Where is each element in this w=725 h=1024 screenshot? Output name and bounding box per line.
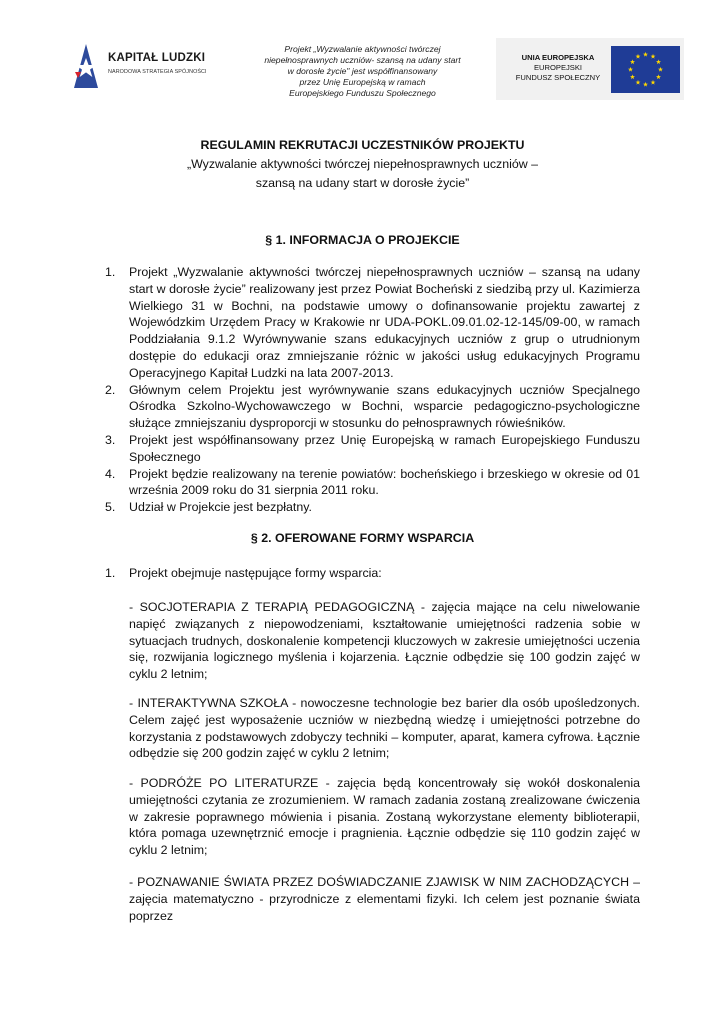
- list-item-number: 5.: [105, 500, 116, 515]
- section1-list: [105, 264, 640, 516]
- list-item: [105, 432, 640, 466]
- list-item-number: 2.: [105, 382, 116, 397]
- section-heading: § 1. INFORMACJA O PROJEKCIE: [265, 233, 460, 247]
- list-item-text: Projekt będzie realizowany na terenie powiatów: bocheńskiego i brzeskiego w okresie od 01 września 2009 roku do 31 sierpnia 2011 roku.: [129, 466, 640, 498]
- project-note-line: Projekt „Wyzwalanie aktywności twórczej: [284, 44, 441, 54]
- project-note: [240, 44, 485, 99]
- list-item-text: Udział w Projekcie jest bezpłatny.: [129, 500, 312, 515]
- support-form-paragraph: - PODRÓŻE PO LITERATURZE - zajęcia będą koncentrowały się wokół doskonalenia umiejętności czytania ze zrozumieniem. W ramach zadania zostaną zrealizowane ćwiczenia w zakresie poprawnego mówienia i pisania. Zostaną wykorzystane elementy biblioterapii, która pomaga uzewnętrznić emocje i pragnienia. Łącznie odbędzie się 110 godzin zajęć w cyklu 2 letnim;: [129, 776, 640, 858]
- list-item: [105, 499, 640, 516]
- project-note-line: w dorosłe życie" jest współfinansowany: [287, 66, 438, 76]
- document-subtitle: „Wyzwalanie aktywności twórczej niepełnosprawnych uczniów –: [186, 157, 539, 171]
- list-item-text: Projekt jest współfinansowany przez Unię Europejską w ramach Europejskiego Funduszu Społecznego: [129, 432, 640, 464]
- list-item-text: Projekt „Wyzwalanie aktywności twórczej niepełnosprawnych uczniów – szansą na udany start w dorosłe życie” realizowany jest przez Powiat Bocheński z siedzibą przy ul. Kazimierza Wielkiego 31 w Bochni, na podstawie umowy o dofinansowanie projektu zawartej z Wojewódzkim Urzędem Pracy w Krakowie nr UDA-POKL.09.01.02-12-145/09-00, w ramach Poddziałania 9.1.2 Wyrównywanie szans edukacyjnych uczniów z grup o utrudnionym dostępie do edukacji oraz zmniejszanie różnic w jakości usług edukacyjnych Programu Operacyjnego Kapitał Ludzki na lata 2007-2013.: [129, 265, 640, 380]
- kapital-ludzki-logo: [72, 42, 212, 92]
- kapital-ludzki-star-icon: [72, 42, 100, 90]
- list-item: [105, 382, 640, 432]
- list-item: [105, 264, 640, 382]
- kapital-ludzki-title: KAPITAŁ LUDZKI: [108, 52, 206, 64]
- list-item-text: Głównym celem Projektu jest wyrównywanie szans edukacyjnych uczniów Specjalnego Ośrodka Szkolno-Wychowawczego w Bochni, wsparcie pedagogiczno-psychologiczne służące zmniejszaniu dysproporcji w stosunku do pełnosprawnych rówieśników.: [129, 382, 640, 431]
- list-item-number: 1.: [105, 566, 116, 580]
- section-heading: § 2. OFEROWANE FORMY WSPARCIA: [250, 531, 475, 545]
- support-form-paragraph: - INTERAKTYWNA SZKOŁA - nowoczesne technologie bez barier dla osób upośledzonych. Celem zajęć jest wyposażenie uczniów w niezbędną wiedzę i umiejętności potrzebne do korzystania z podstawowych zdobyczy techniki – komputer, aparat, kamera cyfrowa. Łącznie odbędzie się 200 godzin zajęć w cyklu 2 letnim;: [129, 696, 640, 761]
- document-title-block: [100, 136, 625, 193]
- eu-logo: [496, 38, 684, 100]
- eu-logo-line3: FUNDUSZ SPOŁECZNY: [515, 73, 601, 82]
- project-note-line: niepełnosprawnych uczniów- szansą na udany start: [264, 55, 461, 65]
- kapital-ludzki-subtitle: NARODOWA STRATEGIA SPÓJNOŚCI: [108, 69, 207, 75]
- document-title: REGULAMIN REKRUTACJI UCZESTNIKÓW PROJEKTU: [200, 138, 525, 152]
- list-item-number: 3.: [105, 432, 116, 447]
- section2-list: [105, 565, 640, 582]
- eu-flag-icon: [611, 46, 680, 93]
- list-item-number: 4.: [105, 466, 116, 481]
- support-form-paragraph: - POZNAWANIE ŚWIATA PRZEZ DOŚWIADCZANIE ZJAWISK W NIM ZACHODZĄCYCH – zajęcia matematyczno - przyrodnicze z elementami fizyki. Ich celem jest poznanie świata poprzez: [129, 875, 640, 923]
- list-item-text: Projekt obejmuje następujące formy wsparcia:: [129, 566, 382, 580]
- list-item-number: 1.: [105, 265, 116, 279]
- document-subtitle: szansą na udany start w dorosłe życie”: [255, 176, 470, 190]
- list-item: [105, 466, 640, 500]
- eu-logo-line1: UNIA EUROPEJSKA: [521, 53, 595, 62]
- project-note-line: przez Unię Europejską w ramach: [299, 77, 426, 87]
- list-item: [105, 565, 640, 582]
- support-form-paragraph: - SOCJOTERAPIA Z TERAPIĄ PEDAGOGICZNĄ - zajęcia mające na celu niwelowanie napięć związanych z niepowodzeniami, kształtowanie umiejętności radzenia sobie w sytuacjach trudnych, doskonalenie kompetencji kluczowych w zakresie umiejętności uczenia się, rozwijania logicznego myślenia i kojarzenia. Łącznie odbędzie się 100 godzin zajęć w cyklu 2 letnim;: [129, 600, 640, 682]
- project-note-line: Europejskiego Funduszu Społecznego: [289, 88, 436, 98]
- eu-logo-text: [504, 53, 612, 83]
- eu-logo-line2: EUROPEJSKI: [533, 63, 583, 72]
